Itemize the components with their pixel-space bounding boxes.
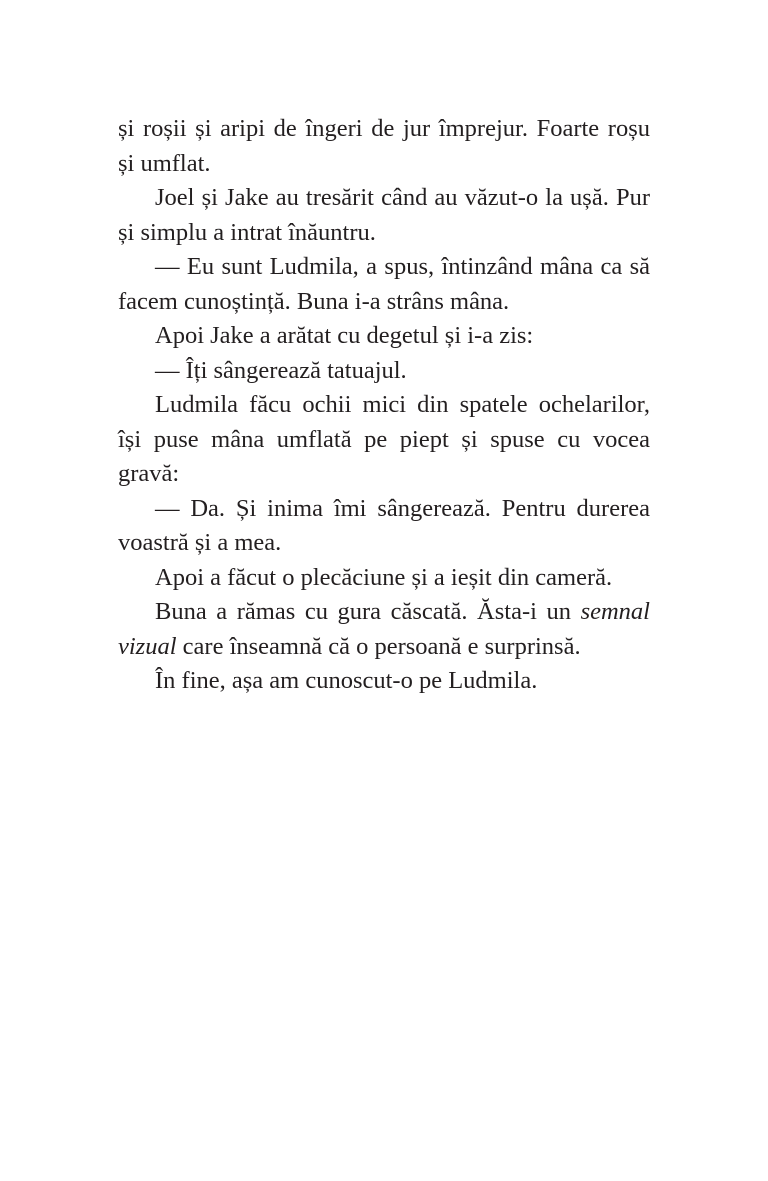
- text-segment: și roșii și aripi de îngeri de jur împrejur. Foarte roșu: [118, 115, 650, 142]
- text-line: [118, 216, 650, 251]
- text-line: [118, 423, 650, 458]
- text-segment: voastră și a mea.: [118, 529, 282, 556]
- paragraph: [118, 664, 650, 699]
- text-segment: În fine, așa am cunoscut-o pe Ludmila.: [155, 667, 538, 694]
- paragraph: [118, 595, 650, 664]
- text-segment: Joel și Jake au tresărit când au văzut-o la ușă. Pur: [155, 184, 650, 211]
- text-segment: gravă:: [118, 460, 180, 487]
- text-line: [118, 664, 650, 699]
- text-line: [118, 492, 650, 527]
- text-line: [118, 319, 650, 354]
- text-line: [118, 388, 650, 423]
- text-line: [118, 285, 650, 320]
- text-line: [118, 147, 650, 182]
- italic-text: vizual: [118, 632, 177, 660]
- text-line: [118, 630, 650, 665]
- text-line: [118, 595, 650, 630]
- text-segment: — Da. Și inima îmi sângerează. Pentru durerea: [155, 494, 650, 522]
- paragraph: [118, 561, 650, 596]
- paragraph: [118, 112, 650, 181]
- paragraph: [118, 354, 650, 389]
- text-line: [118, 561, 650, 596]
- text-segment: — Eu sunt Ludmila, a spus, întinzând mâna ca să: [155, 253, 650, 280]
- paragraph: [118, 181, 650, 250]
- text-segment: și umflat.: [118, 149, 211, 177]
- text-line: [118, 526, 650, 561]
- text-segment: și simplu a intrat înăuntru.: [118, 218, 376, 246]
- paragraph: [118, 319, 650, 354]
- italic-text: semnal: [580, 598, 650, 625]
- text-segment: care înseamnă că o persoană e surprinsă.: [176, 632, 581, 660]
- paragraph: [118, 492, 650, 561]
- text-segment: Apoi Jake a arătat cu degetul și i-a zis:: [155, 322, 534, 349]
- text-line: [118, 457, 650, 492]
- text-line: [118, 112, 650, 147]
- text-line: [118, 181, 650, 216]
- text-line: [118, 354, 650, 389]
- text-segment: Apoi a făcut o plecăciune și a ieșit din cameră.: [155, 563, 613, 591]
- text-segment: Ludmila făcu ochii mici din spatele ochelarilor,: [155, 391, 650, 418]
- page-body-text: [118, 112, 650, 699]
- text-segment: — Îți sângerează tatuajul.: [155, 356, 407, 384]
- paragraph: [118, 250, 650, 319]
- text-line: [118, 250, 650, 285]
- text-segment: își puse mâna umflată pe piept și spuse cu vocea: [118, 425, 650, 453]
- paragraph: [118, 388, 650, 492]
- text-segment: facem cunoștință. Buna i-a strâns mâna.: [118, 287, 510, 315]
- text-segment: Buna a rămas cu gura căscată. Ăsta-i un: [155, 598, 581, 625]
